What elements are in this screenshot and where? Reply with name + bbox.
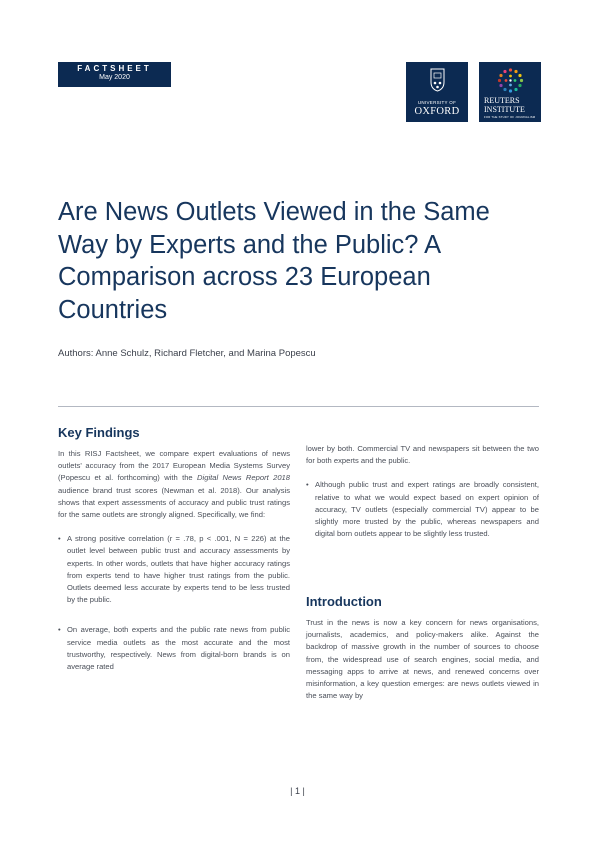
factsheet-label: FACTSHEET (77, 64, 152, 73)
introduction-body (306, 617, 539, 702)
intro-text-part1: In this RISJ Factsheet, we compare expert evaluations of news outlets' accuracy from the 2017 European Media Systems Survey (Popescu et al. forthcoming) with the (58, 449, 290, 483)
dotted-globe-icon (497, 67, 524, 94)
oxford-logo-line2: OXFORD (414, 106, 460, 117)
reuters-logo-line3: FOR THE STUDY OF JOURNALISM (484, 115, 536, 119)
key-findings-intro (58, 448, 290, 521)
authors-line: Authors: Anne Schulz, Richard Fletcher, and Marina Popescu (58, 348, 316, 359)
intro-text-part2: audience brand trust scores (Newman et al. 2018). Our analysis shows that expert assessments of accuracy and public trust ratings for the same outlets are strongly aligned. Specifically, we find: (58, 485, 290, 520)
reuters-logo-line2: INSTITUTE (484, 105, 525, 114)
right-column (306, 443, 539, 540)
introduction-heading: Introduction (306, 594, 382, 609)
finding-bullet: • Although public trust and expert ratings are broadly consistent, relative to what we would expect based on expert opinion of accuracy, TV outlets (especially commercial TV) appear to be slightly more trusted by the public, whereas newspapers and digital born outlets appear to be slightly less trusted. (306, 479, 539, 540)
oxford-crest-icon (430, 68, 445, 92)
oxford-logo (406, 62, 468, 122)
section-divider (58, 406, 539, 407)
page-number: | 1 | (290, 786, 305, 796)
factsheet-badge (58, 62, 171, 87)
reuters-logo-line1: REUTERS (484, 96, 520, 105)
finding-continuation: lower by both. Commercial TV and newspapers sit between the two for both experts and the public. (306, 444, 539, 466)
finding-bullet: • A strong positive correlation (r = .78, p < .001, N = 226) at the outlet level between public trust and accuracy assessments by experts. In other words, outlets that have higher accuracy ratings from experts tend to have higher trust ratings from the public. Outlets deemed less accurate by experts tend to be less trusted by the public. (58, 533, 290, 606)
document-title: Are News Outlets Viewed in the Same Way by Experts and the Public? A Comparison across 23 European Countries (58, 198, 490, 324)
publication-date: May 2020 (99, 74, 130, 81)
key-findings-list (58, 533, 290, 673)
left-column (58, 448, 290, 673)
introduction-paragraph: Trust in the news is now a key concern for news organisations, journalists, academics, and policy-makers alike. Against the backdrop of massive growth in the number of sources to choose from, the widespread use of search engines, social media, and messaging apps to arrive at news, and renewed concerns over misinformation, a key question emerges: are news outlets viewed in the same way by (306, 618, 539, 701)
key-findings-list-continued (306, 479, 539, 540)
finding-bullet: • On average, both experts and the public rate news from public service media outlets as the most accurate and the most trustworthy, respectively. News from digital-born brands is on average rated (58, 624, 290, 673)
reuters-institute-logo (479, 62, 541, 122)
report-title-italic: Digital News Report 2018 (197, 473, 290, 483)
oxford-logo-line1: UNIVERSITY OF (417, 100, 457, 105)
key-findings-heading: Key Findings (58, 425, 140, 440)
